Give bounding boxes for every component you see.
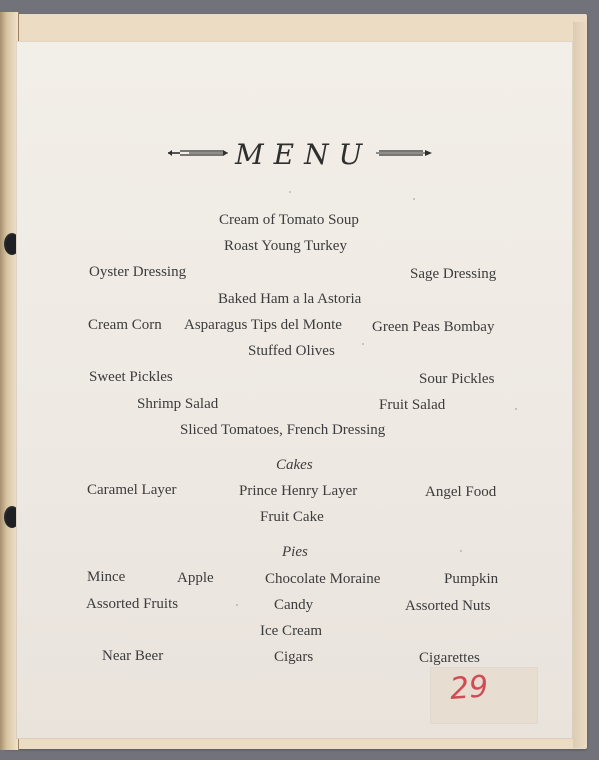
menu-title-block (167, 139, 433, 173)
menu-item-chocolate-moraine: Chocolate Moraine (265, 571, 381, 587)
paper-speck (413, 198, 415, 200)
menu-item-mince: Mince (87, 569, 126, 585)
paper-speck (362, 343, 364, 345)
menu-item-oyster-dressing: Oyster Dressing (89, 264, 187, 280)
right-ornament-icon (375, 147, 433, 159)
menu-item-fruit-cake: Fruit Cake (260, 509, 324, 525)
menu-item-cream-corn: Cream Corn (88, 317, 162, 333)
menu-item-assorted-nuts: Assorted Nuts (405, 598, 491, 614)
page-shadow (573, 22, 587, 748)
menu-item-pumpkin: Pumpkin (444, 571, 499, 587)
menu-item-near-beer: Near Beer (102, 648, 164, 664)
menu-item-cigars: Cigars (274, 649, 314, 665)
menu-item-tomatoes: Sliced Tomatoes, French Dressing (180, 422, 386, 438)
menu-item-ice-cream: Ice Cream (260, 623, 323, 639)
menu-item-caramel-layer: Caramel Layer (87, 482, 177, 498)
menu-item-apple: Apple (177, 570, 214, 586)
menu-item-fruit-salad: Fruit Salad (379, 397, 446, 413)
menu-item-sweet-pickles: Sweet Pickles (89, 369, 173, 385)
menu-item-stuffed-olives: Stuffed Olives (248, 343, 335, 359)
left-ornament-icon (167, 147, 229, 159)
menu-item-angel-food: Angel Food (425, 484, 497, 500)
paper-speck (236, 604, 238, 606)
menu-item-assorted-fruits: Assorted Fruits (86, 596, 179, 612)
menu-item-prince-henry-layer: Prince Henry Layer (239, 483, 358, 499)
menu-item-sour-pickles: Sour Pickles (419, 371, 495, 387)
menu-item-asparagus: Asparagus Tips del Monte (184, 317, 342, 333)
menu-item-shrimp-salad: Shrimp Salad (137, 396, 219, 412)
section-title-cakes: Cakes (276, 457, 313, 473)
paper-speck (515, 408, 517, 410)
menu-item-green-peas: Green Peas Bombay (372, 319, 495, 335)
menu-item-turkey: Roast Young Turkey (224, 238, 347, 254)
paper-speck (289, 191, 291, 193)
menu-item-ham: Baked Ham a la Astoria (218, 291, 362, 307)
menu-item-sage-dressing: Sage Dressing (410, 266, 497, 282)
paper-speck (460, 550, 462, 552)
section-title-pies: Pies (282, 544, 308, 560)
menu-item-candy: Candy (274, 597, 314, 613)
inventory-number: 29 (448, 669, 490, 707)
menu-heading: MENU (235, 138, 373, 171)
menu-item-cigarettes: Cigarettes (419, 650, 480, 666)
menu-item-soup: Cream of Tomato Soup (219, 212, 359, 228)
